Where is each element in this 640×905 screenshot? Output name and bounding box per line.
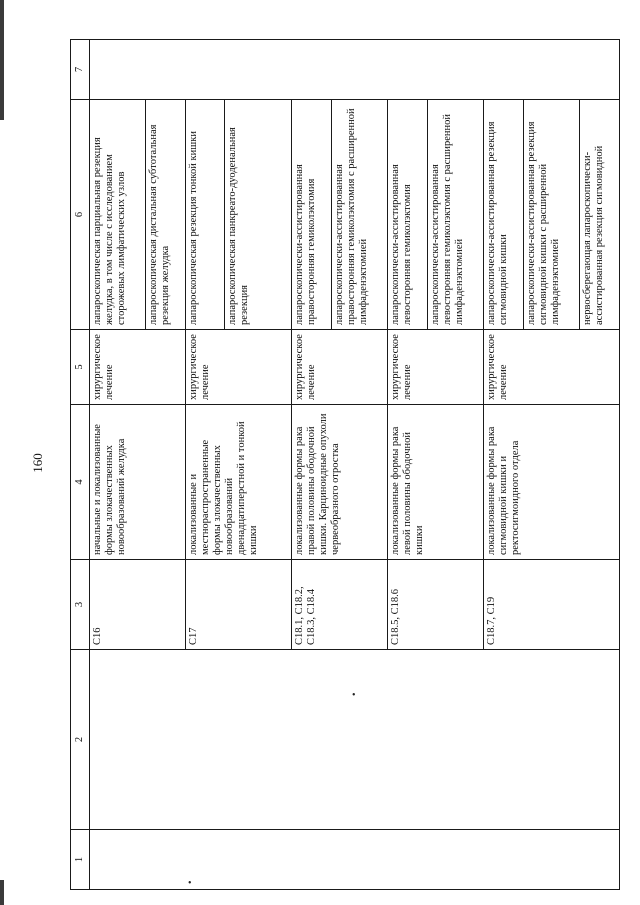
method-cell: лапароскопическая резекция тонкой кишки [186,100,225,330]
column-2-cell [90,650,620,830]
table-row [90,40,146,890]
method-cell: лапароскопически-ассистированная левосторонняя гемиколэктомия с расширенной лимфаденэктомией [427,100,483,330]
icd-code-cell: C18.1, C18.2, C18.3, C18.4 [291,560,387,650]
method-cell: лапароскопическая панкреато-дуоденальная резекция [225,100,292,330]
column-number-2: 2 [71,650,90,830]
scan-edge-bottom [0,880,4,905]
column-number-7: 7 [71,40,90,100]
diagnosis-cell: начальные и локализованные формы злокачественных новообразований желудка [90,405,186,560]
rotated-table-wrapper [70,40,620,890]
column-number-6: 6 [71,100,90,330]
treatment-type-cell: хирургическое лечение [90,330,186,405]
table-body [90,40,620,890]
column-7-cell [90,40,620,100]
diagnosis-cell: локализованные формы рака левой половины ободочной кишки [387,405,483,560]
column-number-3: 3 [71,560,90,650]
scan-mark: • [352,690,356,701]
scan-edge-top [0,0,4,120]
treatment-type-cell: хирургическое лечение [387,330,483,405]
icd-code-cell: C16 [90,560,186,650]
scan-mark: • [188,878,192,889]
procedures-table [70,39,620,890]
icd-code-cell: C17 [186,560,292,650]
method-cell: нервосберегающая лапароскопически-ассистированная резекция сигмовидной [580,100,620,330]
method-cell: лапароскопически-ассистированная правосторонняя гемиколэктомия [291,100,331,330]
treatment-type-cell: хирургическое лечение [484,330,620,405]
column-number-row [71,40,90,890]
method-cell: лапароскопически-ассистированная правосторонняя гемиколэктомия с расширенной лимфаденэктомией [331,100,387,330]
method-cell: лапароскопически-ассистированная левосторонняя гемиколэктомия [387,100,427,330]
method-cell: лапароскопически-ассистированная резекция сигмовидной кишки [484,100,524,330]
treatment-type-cell: хирургическое лечение [291,330,387,405]
table-header [71,40,90,890]
icd-code-cell: C18.7, C19 [484,560,620,650]
column-number-5: 5 [71,330,90,405]
treatment-type-cell: хирургическое лечение [186,330,292,405]
icd-code-cell: C18.5, C18.6 [387,560,483,650]
column-number-1: 1 [71,830,90,890]
method-cell: лапароскопическая дистальная субтотальная резекция желудка [146,100,186,330]
column-number-4: 4 [71,405,90,560]
diagnosis-cell: локализованные формы рака правой половины ободочной кишки. Карциноидные опухоли червеобразного отростка [291,405,387,560]
page-number: 160 [30,453,45,473]
method-cell: лапароскопически-ассистированная резекция сигмовидной кишки с расширенной лимфаденэктомией [523,100,579,330]
diagnosis-cell: локализованные и местнораспространенные формы злокачественных новообразований двенадцатиперстной и тонкой кишки [186,405,292,560]
diagnosis-cell: локализованные формы рака сигмовидной кишки и ректосигмоидного отдела [484,405,620,560]
column-1-cell [90,830,620,890]
method-cell: лапароскопическая парциальная резекция желудка, в том числе с исследованием сторожевых лимфатических узлов [90,100,146,330]
